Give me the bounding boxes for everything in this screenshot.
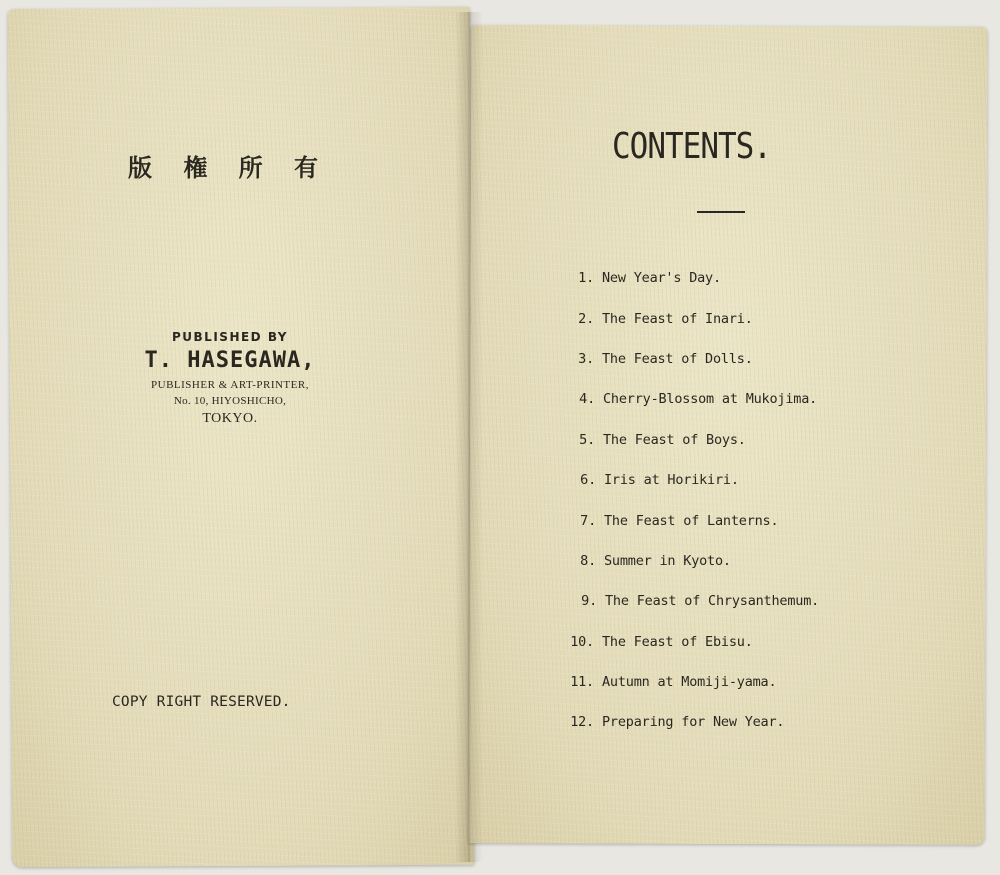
toc-number: 11. [570, 674, 594, 691]
copyright-kanji [128, 148, 318, 183]
toc-item [560, 460, 960, 500]
toc-title: Autumn at Momiji-yama. [602, 674, 777, 691]
toc-title: Cherry-Blossom at Mukojima. [603, 391, 818, 408]
left-page [8, 7, 474, 867]
kanji-char: 版 [128, 153, 152, 182]
toc-number: 5. [579, 431, 595, 448]
toc-title: The Feast of Inari. [602, 310, 753, 327]
published-by-label: PUBLISHED BY [172, 330, 288, 344]
toc-title: The Feast of Ebisu. [602, 633, 753, 650]
toc-number: 7. [580, 512, 596, 529]
toc-title: Preparing for New Year. [602, 714, 785, 731]
toc-item [560, 420, 960, 460]
toc-number: 10. [570, 633, 594, 650]
toc-title: The Feast of Chrysanthemum. [605, 593, 820, 610]
toc-number: 9. [581, 593, 597, 610]
toc-title: Iris at Horikiri. [604, 472, 739, 489]
publisher-role: PUBLISHER & ART-PRINTER, [151, 379, 309, 391]
toc-item [560, 541, 960, 581]
publisher-city: TOKYO. [202, 411, 258, 426]
toc-item [560, 339, 960, 379]
toc-title: The Feast of Dolls. [602, 350, 753, 367]
kanji-char: 所 [238, 153, 263, 182]
toc-title: The Feast of Lanterns. [604, 512, 779, 529]
title-divider [697, 211, 745, 213]
toc-number: 12. [570, 714, 594, 731]
toc-title: The Feast of Boys. [603, 431, 746, 448]
toc-item [560, 258, 960, 298]
toc-item [560, 500, 960, 540]
publisher-address: No. 10, HIYOSHICHO, [173, 395, 287, 407]
toc-number: 2. [578, 310, 594, 327]
toc-item [560, 662, 960, 702]
toc-number: 1. [578, 270, 594, 287]
toc-title: New Year's Day. [602, 270, 721, 287]
toc-item [560, 379, 960, 419]
toc-item [560, 581, 960, 621]
toc-item [560, 298, 960, 338]
toc-number: 8. [580, 552, 596, 569]
toc-number: 3. [578, 350, 594, 367]
toc-item [560, 622, 960, 662]
toc-title: Summer in Kyoto. [604, 552, 731, 569]
toc-item [560, 702, 960, 742]
kanji-char: 有 [293, 153, 318, 182]
kanji-char: 権 [183, 153, 208, 182]
toc-number: 4. [579, 391, 595, 408]
copyright-notice: COPY RIGHT RESERVED. [112, 694, 291, 710]
publisher-name: T. HASEGAWA, [144, 348, 316, 373]
toc-number: 6. [580, 472, 596, 489]
table-of-contents [560, 258, 960, 743]
publisher-block [100, 330, 360, 427]
contents-title: CONTENTS. [612, 126, 771, 168]
